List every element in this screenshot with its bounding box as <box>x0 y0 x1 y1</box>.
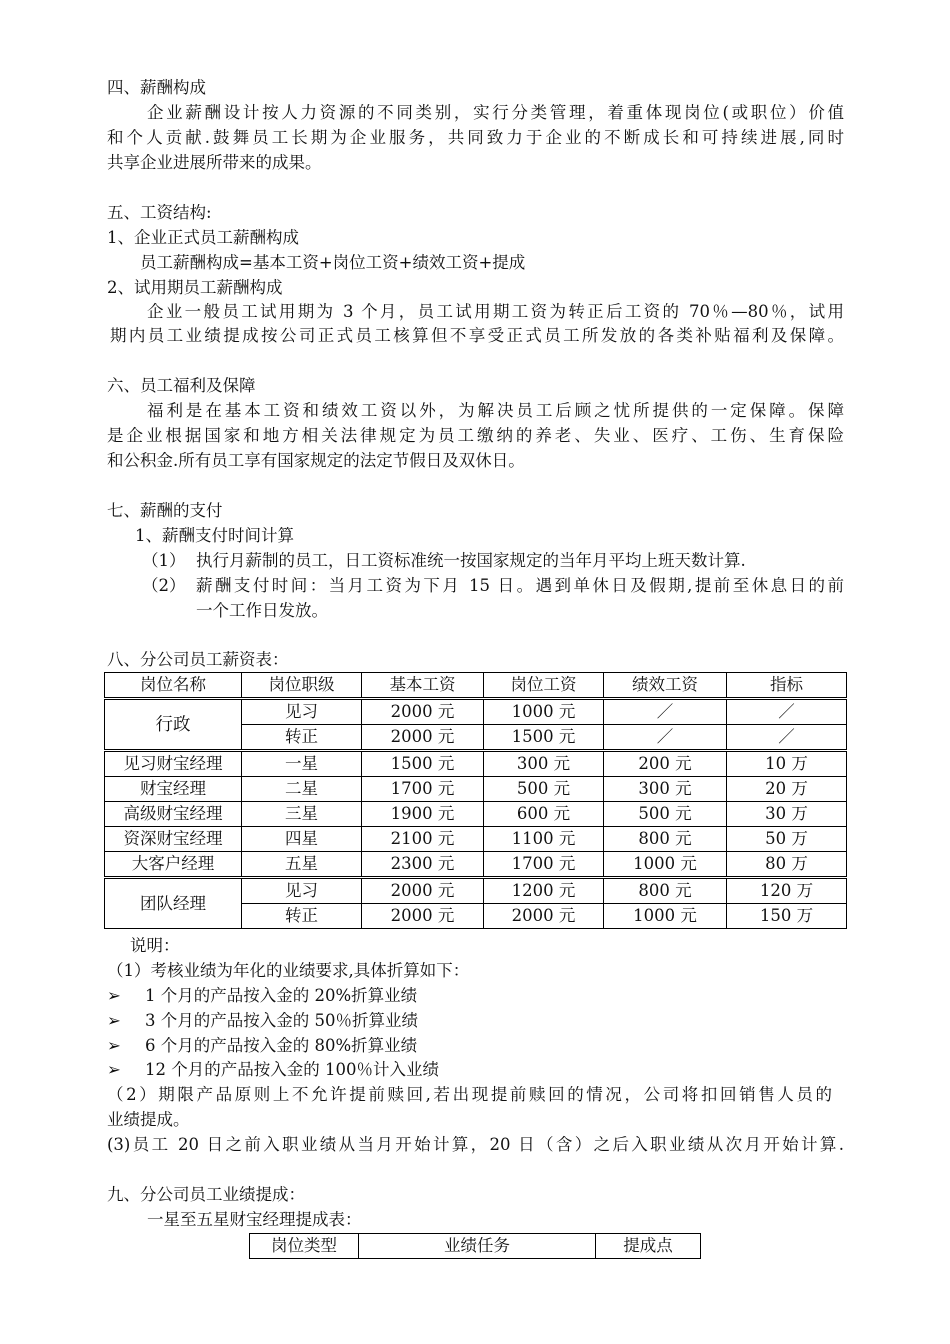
table-cell: 150 万 <box>727 904 847 929</box>
table-cell: 2100 元 <box>362 827 484 852</box>
table-cell: 1000 元 <box>604 904 727 929</box>
section-6-title: 六、员工福利及保障 <box>107 376 256 395</box>
section-7-item-2-text-line-1: 薪酬支付时间：当月工资为下月 15 日。遇到单休日及假期,提前至休息日的前 <box>196 576 844 595</box>
table-cell: 500 元 <box>484 777 604 802</box>
section-5-item-2-line-2: 期内员工业绩提成按公司正式员工核算但不享受正式员工所发放的各类补贴福利及保障。 <box>110 326 844 345</box>
table-row <box>105 878 847 904</box>
table-cell: 三星 <box>242 802 362 827</box>
table-cell: ／ <box>727 699 847 725</box>
section-8-title: 八、分公司员工薪资表： <box>107 650 289 669</box>
table-cell: ／ <box>727 725 847 751</box>
table-cell: 1500 元 <box>484 725 604 751</box>
table-cell: 1000 元 <box>604 852 727 878</box>
table-cell: 转正 <box>242 904 362 929</box>
table-cell: 2000 元 <box>362 904 484 929</box>
section-9-title: 九、分公司员工业绩提成： <box>107 1185 305 1204</box>
section-6-paragraph-line-2: 是企业根据国家和地方相关法律规定为员工缴纳的养老、失业、医疗、工伤、生育保险 <box>107 426 844 445</box>
salary-table-header-row <box>105 673 847 699</box>
note-1: （1）考核业绩为年化的业绩要求,具体折算如下： <box>107 961 470 980</box>
table-cell: 五星 <box>242 852 362 878</box>
salary-table-header: 岗位工资 <box>484 673 604 699</box>
bullet-text: 12 个月的产品按入金的 100％计入业绩 <box>145 1060 439 1079</box>
table-row <box>105 777 847 802</box>
table-cell: 600 元 <box>484 802 604 827</box>
section-7-subtitle: 1、薪酬支付时间计算 <box>135 526 294 545</box>
section-6-paragraph-line-1: 福利是在基本工资和绩效工资以外，为解决员工后顾之忧所提供的一定保障。保障 <box>147 401 844 420</box>
salary-table-header: 绩效工资 <box>604 673 727 699</box>
position-name-cell: 大客户经理 <box>105 852 242 878</box>
section-4-title: 四、薪酬构成 <box>107 78 206 97</box>
note-2-line-1: （2）期限产品原则上不允许提前赎回,若出现提前赎回的情况，公司将扣回销售人员的 <box>107 1085 832 1104</box>
table-cell: 二星 <box>242 777 362 802</box>
section-6-paragraph-line-3: 和公积金.所有员工享有国家规定的法定节假日及双休日。 <box>107 451 525 470</box>
section-7-title: 七、薪酬的支付 <box>107 501 223 520</box>
table-row <box>105 827 847 852</box>
table-cell: 四星 <box>242 827 362 852</box>
position-name-cell: 资深财宝经理 <box>105 827 242 852</box>
note-2-line-2: 业绩提成。 <box>107 1110 190 1129</box>
table-cell: 2300 元 <box>362 852 484 878</box>
commission-table-header: 提成点 <box>596 1234 701 1259</box>
table-cell: 800 元 <box>604 827 727 852</box>
table-cell: 120 万 <box>727 878 847 904</box>
table-cell: ／ <box>604 699 727 725</box>
table-cell: 一星 <box>242 751 362 777</box>
salary-table-header: 指标 <box>727 673 847 699</box>
table-cell: 转正 <box>242 725 362 751</box>
table-cell: 300 元 <box>484 751 604 777</box>
table-cell: 800 元 <box>604 878 727 904</box>
note-title: 说明： <box>130 936 180 955</box>
table-cell: 300 元 <box>604 777 727 802</box>
commission-table-header: 岗位类型 <box>250 1234 359 1259</box>
commission-table <box>249 1233 701 1259</box>
section-5-item-1: 1、企业正式员工薪酬构成 <box>107 228 299 247</box>
table-row <box>105 802 847 827</box>
arrow-bullet-icon: ➢ <box>107 1060 121 1079</box>
table-cell: 见习 <box>242 699 362 725</box>
table-cell: 2000 元 <box>362 699 484 725</box>
section-7-item-1-number: （1） <box>142 551 186 570</box>
section-5-item-2: 2、试用期员工薪酬构成 <box>107 278 283 297</box>
bullet-item <box>107 984 417 1008</box>
table-row <box>105 852 847 878</box>
position-name-cell: 见习财宝经理 <box>105 751 242 777</box>
position-name-cell: 财宝经理 <box>105 777 242 802</box>
table-cell: 10 万 <box>727 751 847 777</box>
table-cell: 1900 元 <box>362 802 484 827</box>
table-cell: 80 万 <box>727 852 847 878</box>
section-5-title: 五、工资结构: <box>107 203 212 222</box>
section-5-item-2-line-1: 企业一般员工试用期为 3 个月，员工试用期工资为转正后工资的 70％—80％，试用 <box>147 302 844 321</box>
table-cell: 20 万 <box>727 777 847 802</box>
table-cell: 1500 元 <box>362 751 484 777</box>
arrow-bullet-icon: ➢ <box>107 986 121 1005</box>
table-row <box>105 699 847 725</box>
salary-table-header: 岗位职级 <box>242 673 362 699</box>
section-7-item-1-text: 执行月薪制的员工，日工资标准统一按国家规定的当年月平均上班天数计算. <box>196 551 746 570</box>
table-cell: 50 万 <box>727 827 847 852</box>
arrow-bullet-icon: ➢ <box>107 1011 121 1030</box>
commission-table-header-row <box>250 1234 701 1259</box>
section-7-item-2-text-line-2: 一个工作日发放。 <box>196 601 328 620</box>
section-9-subtitle: 一星至五星财宝经理提成表： <box>147 1210 362 1229</box>
bullet-text: 1 个月的产品按入金的 20%折算业绩 <box>145 986 418 1005</box>
table-cell: 1700 元 <box>484 852 604 878</box>
table-cell: 1100 元 <box>484 827 604 852</box>
table-row <box>105 751 847 777</box>
table-cell: 500 元 <box>604 802 727 827</box>
section-7-item-2-number: （2） <box>142 576 186 595</box>
table-cell: 200 元 <box>604 751 727 777</box>
position-name-cell: 高级财宝经理 <box>105 802 242 827</box>
section-5-item-1-text: 员工薪酬构成=基本工资+岗位工资+绩效工资+提成 <box>140 253 526 272</box>
section-4-paragraph-line-3: 共享企业进展所带来的成果。 <box>107 153 322 172</box>
bullet-item <box>107 1009 418 1033</box>
position-name-cell: 团队经理 <box>105 878 242 929</box>
bullet-text: 6 个月的产品按入金的 80%折算业绩 <box>145 1036 418 1055</box>
table-cell: 30 万 <box>727 802 847 827</box>
salary-table-header: 基本工资 <box>362 673 484 699</box>
salary-table <box>104 672 847 929</box>
position-name-cell: 行政 <box>105 699 242 751</box>
table-cell: 2000 元 <box>362 878 484 904</box>
arrow-bullet-icon: ➢ <box>107 1036 121 1055</box>
bullet-item <box>107 1034 417 1058</box>
section-4-paragraph-line-2: 和个人贡献.鼓舞员工长期为企业服务，共同致力于企业的不断成长和可持续进展,同时 <box>107 128 844 147</box>
table-cell: ／ <box>604 725 727 751</box>
table-cell: 1200 元 <box>484 878 604 904</box>
table-cell: 1700 元 <box>362 777 484 802</box>
table-cell: 见习 <box>242 878 362 904</box>
note-3: (3)员工 20 日之前入职业绩从当月开始计算，20 日（含）之后入职业绩从次月开始计算. <box>107 1135 844 1154</box>
commission-table-header: 业绩任务 <box>359 1234 596 1259</box>
bullet-text: 3 个月的产品按入金的 50％折算业绩 <box>145 1011 418 1030</box>
table-cell: 2000 元 <box>484 904 604 929</box>
table-cell: 1000 元 <box>484 699 604 725</box>
section-4-paragraph-line-1: 企业薪酬设计按人力资源的不同类别，实行分类管理，着重体现岗位(或职位）价值 <box>147 103 844 122</box>
bullet-item <box>107 1058 439 1082</box>
salary-table-header: 岗位名称 <box>105 673 242 699</box>
table-cell: 2000 元 <box>362 725 484 751</box>
